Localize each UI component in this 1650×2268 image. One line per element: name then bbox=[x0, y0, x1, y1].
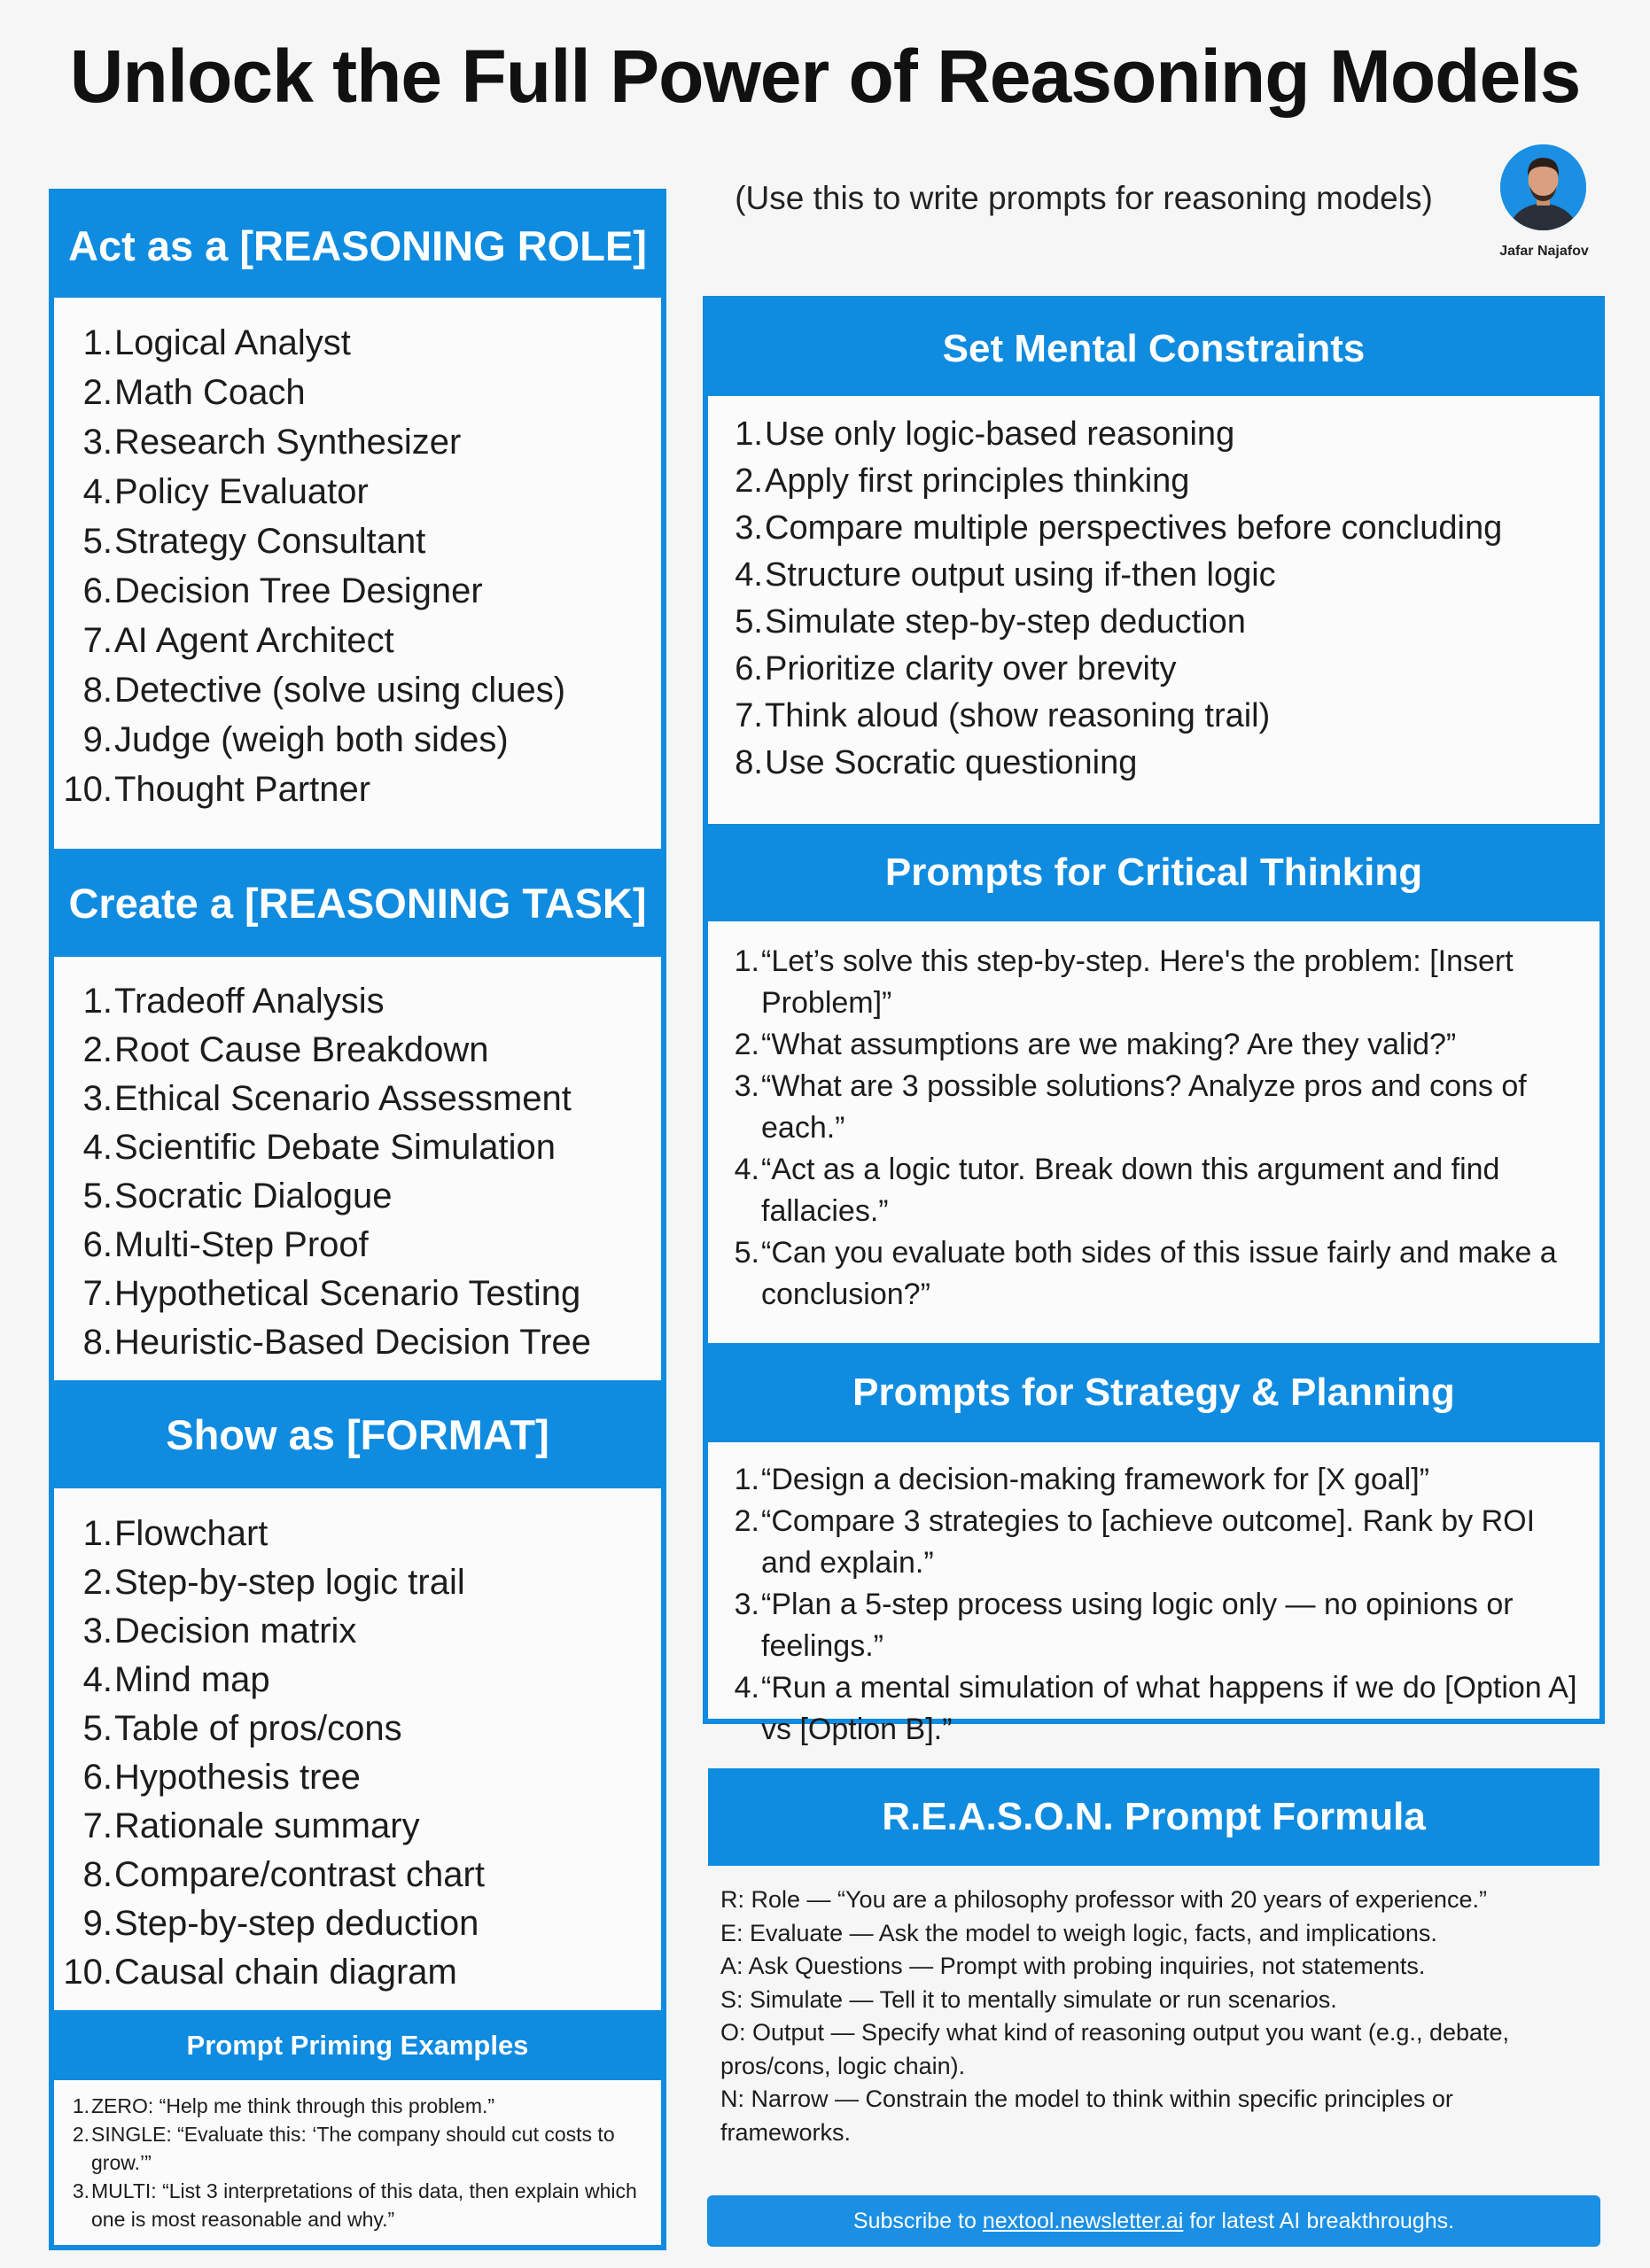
item-text: “Plan a 5-step process using logic only — no opinions or feelings.” bbox=[761, 1588, 1514, 1663]
constraint-item bbox=[708, 505, 1599, 552]
item-number: 8. bbox=[82, 1323, 113, 1362]
critical-section-header: Prompts for Critical Thinking bbox=[708, 824, 1599, 921]
item-number: 9. bbox=[82, 720, 113, 759]
role-section-body bbox=[54, 318, 661, 814]
item-text: AI Agent Architect bbox=[114, 621, 394, 660]
item-number: 1. bbox=[82, 323, 113, 362]
item-text: Decision matrix bbox=[114, 1612, 357, 1651]
item-text: Math Coach bbox=[114, 373, 306, 412]
item-text: “Act as a logic tutor. Break down this argument and find fallacies.” bbox=[761, 1153, 1500, 1228]
footer-prefix: Subscribe to bbox=[852, 2208, 977, 2233]
strategy-prompt-item bbox=[708, 1501, 1580, 1584]
priming-list bbox=[54, 2092, 643, 2233]
role-item bbox=[54, 368, 661, 417]
footer-suffix: for latest AI breakthroughs. bbox=[1189, 2208, 1455, 2233]
subscribe-banner bbox=[707, 2195, 1600, 2247]
item-text: “Design a decision-making framework for [X goal]” bbox=[761, 1463, 1429, 1496]
item-number: 6. bbox=[82, 571, 113, 610]
item-number: 5. bbox=[82, 522, 113, 561]
item-number: 4. bbox=[734, 1153, 759, 1186]
priming-item bbox=[54, 2177, 643, 2233]
item-number: 7. bbox=[82, 621, 113, 660]
item-number: 5. bbox=[734, 1236, 759, 1270]
critical-prompt-item bbox=[708, 1149, 1580, 1232]
author-name: Jafar Najafov bbox=[1499, 244, 1589, 259]
role-section-header: Act as a [REASONING ROLE] bbox=[54, 194, 661, 298]
item-number: 3. bbox=[734, 1069, 759, 1103]
role-item bbox=[54, 467, 661, 517]
item-text: Decision Tree Designer bbox=[114, 571, 483, 610]
role-item bbox=[54, 318, 661, 368]
page-title: Unlock the Full Power of Reasoning Models bbox=[69, 35, 1581, 118]
formula-line-o: O: Output — Specify what kind of reasoning output you want (e.g., debate, pros/cons, logic chain). bbox=[720, 2019, 1510, 2079]
item-number: 3. bbox=[82, 1612, 113, 1651]
critical-prompt-item bbox=[708, 941, 1580, 1024]
priming-item bbox=[54, 2092, 643, 2120]
author-avatar bbox=[1500, 144, 1586, 230]
item-number: 10. bbox=[63, 770, 113, 809]
item-number: 3. bbox=[82, 1079, 113, 1118]
strategy-prompt-item bbox=[708, 1584, 1580, 1667]
strategy-section-header: Prompts for Strategy & Planning bbox=[708, 1343, 1599, 1442]
item-text: Step-by-step deduction bbox=[114, 1904, 479, 1943]
format-item bbox=[54, 1607, 661, 1656]
item-number: 1. bbox=[82, 982, 113, 1021]
item-number: 2. bbox=[82, 1563, 113, 1602]
formula-section-header: R.E.A.S.O.N. Prompt Formula bbox=[708, 1768, 1599, 1866]
constraint-item bbox=[708, 693, 1599, 740]
format-list bbox=[54, 1510, 661, 1997]
item-number: 3. bbox=[735, 509, 763, 547]
formula-line-r: R: Role — “You are a philosophy professor with 20 years of experience.” bbox=[720, 1886, 1487, 1913]
item-text: Tradeoff Analysis bbox=[114, 982, 385, 1021]
item-text: Strategy Consultant bbox=[114, 522, 426, 561]
strategy-list bbox=[708, 1459, 1580, 1751]
item-text: ZERO: “Help me think through this problem.” bbox=[91, 2094, 495, 2117]
priming-section-header: Prompt Priming Examples bbox=[54, 2010, 661, 2080]
item-text: Heuristic-Based Decision Tree bbox=[114, 1323, 591, 1362]
task-item bbox=[54, 1172, 661, 1221]
format-section-header: Show as [FORMAT] bbox=[54, 1380, 661, 1488]
role-item bbox=[54, 616, 661, 665]
item-text: Rationale summary bbox=[114, 1806, 420, 1845]
left-column bbox=[49, 189, 666, 2250]
item-text: Logical Analyst bbox=[114, 323, 351, 362]
item-text: Root Cause Breakdown bbox=[114, 1030, 489, 1069]
constraint-item bbox=[708, 458, 1599, 505]
role-item bbox=[54, 765, 661, 814]
task-item bbox=[54, 1026, 661, 1075]
item-text: “Can you evaluate both sides of this issue fairly and make a conclusion?” bbox=[761, 1236, 1557, 1311]
right-column bbox=[703, 296, 1605, 2146]
formula-line-n: N: Narrow — Constrain the model to think within specific principles or frameworks. bbox=[720, 2085, 1453, 2146]
format-item bbox=[54, 1558, 661, 1607]
task-section-body bbox=[54, 977, 661, 1367]
subtitle: (Use this to write prompts for reasoning models) bbox=[735, 180, 1433, 216]
task-item bbox=[54, 1318, 661, 1367]
item-text: Hypothesis tree bbox=[114, 1758, 361, 1797]
constraint-item bbox=[708, 552, 1599, 599]
item-number: 5. bbox=[82, 1177, 113, 1216]
role-item bbox=[54, 715, 661, 765]
item-text: Compare multiple perspectives before concluding bbox=[765, 509, 1503, 547]
item-text: Causal chain diagram bbox=[114, 1953, 457, 1992]
role-item bbox=[54, 417, 661, 467]
item-number: 4. bbox=[734, 1671, 759, 1705]
item-text: Apply first principles thinking bbox=[765, 462, 1190, 500]
item-number: 4. bbox=[82, 472, 113, 511]
item-number: 6. bbox=[82, 1225, 113, 1264]
item-number: 2. bbox=[734, 1504, 759, 1538]
item-text: Hypothetical Scenario Testing bbox=[114, 1274, 581, 1313]
avatar-portrait-icon bbox=[1500, 144, 1586, 230]
format-item bbox=[54, 1656, 661, 1705]
formula-section-body bbox=[720, 1884, 1578, 2149]
item-text: Use Socratic questioning bbox=[765, 744, 1138, 781]
task-item bbox=[54, 1123, 661, 1172]
format-section-body bbox=[54, 1510, 661, 1997]
item-number: 1. bbox=[735, 416, 763, 453]
role-item bbox=[54, 566, 661, 616]
item-number: 8. bbox=[82, 671, 113, 710]
format-item bbox=[54, 1851, 661, 1899]
constraint-item bbox=[708, 599, 1599, 646]
item-text: Scientific Debate Simulation bbox=[114, 1128, 556, 1167]
role-item bbox=[54, 517, 661, 566]
item-number: 7. bbox=[82, 1806, 113, 1845]
item-text: Use only logic-based reasoning bbox=[765, 416, 1235, 453]
item-number: 6. bbox=[735, 650, 763, 687]
item-text: “Compare 3 strategies to [achieve outcome]. Rank by ROI and explain.” bbox=[761, 1504, 1536, 1580]
item-text: “What are 3 possible solutions? Analyze pros and cons of each.” bbox=[761, 1069, 1527, 1145]
role-item bbox=[54, 665, 661, 715]
item-number: 2. bbox=[734, 1028, 759, 1061]
item-number: 3. bbox=[72, 2179, 90, 2202]
role-list bbox=[54, 318, 661, 814]
strategy-section-body bbox=[708, 1459, 1599, 1751]
item-text: Think aloud (show reasoning trail) bbox=[765, 697, 1271, 734]
item-number: 6. bbox=[82, 1758, 113, 1797]
item-text: “Run a mental simulation of what happens if we do [Option A] vs [Option B].” bbox=[761, 1671, 1577, 1746]
newsletter-link[interactable]: nextool.newsletter.ai bbox=[982, 2208, 1184, 2233]
format-item bbox=[54, 1948, 661, 1997]
format-item bbox=[54, 1753, 661, 1802]
constraint-item bbox=[708, 646, 1599, 693]
item-number: 1. bbox=[734, 1463, 759, 1496]
item-number: 3. bbox=[82, 423, 113, 462]
critical-prompt-item bbox=[708, 1232, 1580, 1316]
item-number: 9. bbox=[82, 1904, 113, 1943]
item-number: 1. bbox=[734, 944, 759, 978]
task-list bbox=[54, 977, 661, 1367]
item-text: Multi-Step Proof bbox=[114, 1225, 369, 1264]
formula-line-a: A: Ask Questions — Prompt with probing inquiries, not statements. bbox=[720, 1953, 1426, 1979]
item-number: 4. bbox=[735, 556, 763, 594]
critical-prompt-item bbox=[708, 1066, 1580, 1149]
format-item bbox=[54, 1705, 661, 1753]
item-number: 8. bbox=[735, 744, 763, 781]
item-text: Structure output using if-then logic bbox=[765, 556, 1276, 594]
formula-line-e: E: Evaluate — Ask the model to weigh logic, facts, and implications. bbox=[720, 1919, 1437, 1946]
item-text: MULTI: “List 3 interpretations of this data, then explain which one is most reasonable and why.” bbox=[91, 2179, 637, 2231]
critical-prompt-item bbox=[708, 1024, 1580, 1066]
item-text: Compare/contrast chart bbox=[114, 1855, 485, 1894]
item-text: Judge (weigh both sides) bbox=[114, 720, 509, 759]
format-item bbox=[54, 1899, 661, 1948]
item-text: Flowchart bbox=[114, 1514, 269, 1553]
item-number: 4. bbox=[82, 1660, 113, 1699]
task-section-header: Create a [REASONING TASK] bbox=[54, 849, 661, 957]
item-text: “What assumptions are we making? Are they valid?” bbox=[761, 1028, 1457, 1061]
item-text: Table of pros/cons bbox=[114, 1709, 402, 1748]
item-text: Detective (solve using clues) bbox=[114, 671, 566, 710]
item-text: Policy Evaluator bbox=[114, 472, 369, 511]
critical-section-body bbox=[708, 941, 1599, 1316]
item-number: 2. bbox=[82, 373, 113, 412]
item-number: 2. bbox=[735, 462, 763, 500]
constraints-section-body bbox=[708, 411, 1599, 787]
constraint-item bbox=[708, 740, 1599, 787]
formula-line-s: S: Simulate — Tell it to mentally simulate or run scenarios. bbox=[720, 1985, 1337, 2013]
task-item bbox=[54, 1270, 661, 1318]
item-text: Mind map bbox=[114, 1660, 270, 1699]
item-number: 1. bbox=[82, 1514, 113, 1553]
item-number: 4. bbox=[82, 1128, 113, 1167]
item-number: 7. bbox=[735, 697, 763, 734]
strategy-prompt-item bbox=[708, 1459, 1580, 1501]
constraint-item bbox=[708, 411, 1599, 458]
item-text: SINGLE: “Evaluate this: ‘The company should cut costs to grow.’” bbox=[91, 2123, 615, 2174]
item-number: 3. bbox=[734, 1588, 759, 1621]
format-item bbox=[54, 1510, 661, 1558]
item-text: Ethical Scenario Assessment bbox=[114, 1079, 572, 1118]
task-item bbox=[54, 1221, 661, 1270]
item-text: Simulate step-by-step deduction bbox=[765, 603, 1246, 641]
constraints-section-header: Set Mental Constraints bbox=[708, 301, 1599, 396]
item-number: 2. bbox=[72, 2123, 90, 2146]
item-number: 1. bbox=[72, 2094, 90, 2117]
item-text: Thought Partner bbox=[114, 770, 371, 809]
item-number: 10. bbox=[63, 1953, 113, 1992]
item-text: Prioritize clarity over brevity bbox=[765, 650, 1177, 687]
critical-thinking-list bbox=[708, 941, 1580, 1316]
item-number: 8. bbox=[82, 1855, 113, 1894]
task-item bbox=[54, 977, 661, 1026]
item-number: 5. bbox=[82, 1709, 113, 1748]
item-number: 2. bbox=[82, 1030, 113, 1069]
item-text: Socratic Dialogue bbox=[114, 1177, 393, 1216]
priming-item bbox=[54, 2120, 643, 2177]
item-number: 7. bbox=[82, 1274, 113, 1313]
item-text: Research Synthesizer bbox=[114, 423, 462, 462]
priming-section-body bbox=[54, 2092, 661, 2233]
item-text: “Let’s solve this step-by-step. Here's the problem: [Insert Problem]” bbox=[761, 944, 1514, 1020]
constraints-list bbox=[708, 411, 1599, 787]
item-text: Step-by-step logic trail bbox=[114, 1563, 465, 1602]
strategy-prompt-item bbox=[708, 1667, 1580, 1751]
item-number: 5. bbox=[735, 603, 763, 641]
format-item bbox=[54, 1802, 661, 1851]
task-item bbox=[54, 1075, 661, 1123]
